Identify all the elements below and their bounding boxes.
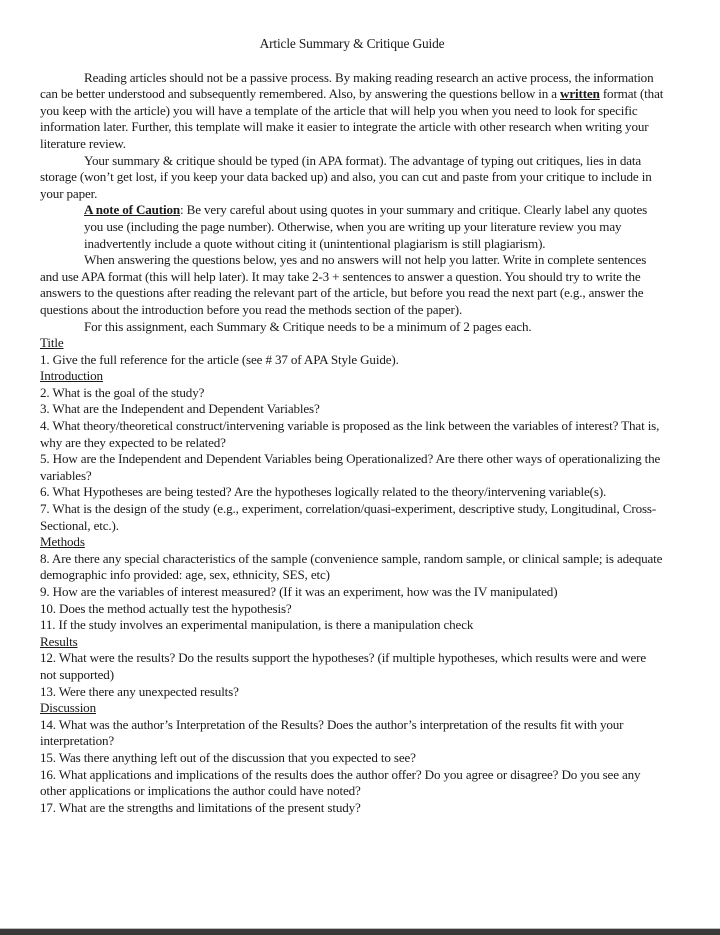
section-title [40, 335, 664, 368]
section-heading: Title [40, 335, 64, 351]
section-heading: Discussion [40, 700, 96, 716]
section-methods [40, 534, 664, 634]
section-heading: Introduction [40, 368, 103, 384]
section-heading: Methods [40, 534, 85, 550]
question-item: 11. If the study involves an experimental manipulation, is there a manipulation check [40, 617, 474, 633]
caution-text: : Be very careful about using quotes in your summary and critique. Clearly label any quotes you use (including the page number). Otherwise, when you are writing up your literature review you may inadvertently include a quote without citing it (unintentional plagiarism is still plagiarism). [84, 202, 648, 251]
question-item: 7. What is the design of the study (e.g., experiment, correlation/quasi-experiment, descriptive study, Longitudinal, Cross-Sectional, etc.). [40, 501, 657, 533]
question-item: 9. How are the variables of interest measured? (If it was an experiment, how was the IV manipulated) [40, 584, 558, 599]
question-item: 10. Does the method actually test the hypothesis? [40, 600, 292, 616]
intro-paragraph-4: For this assignment, each Summary & Critique needs to be a minimum of 2 pages each. [84, 318, 532, 334]
intro-paragraph-2: Your summary & critique should be typed (in APA format). The advantage of typing out critiques, lies in data storage (won’t get lost, if you keep your data backed up) and also, you can cut and paste from your critique to include in your paper. [40, 152, 652, 201]
question-item: 13. Were there any unexpected results? [40, 683, 239, 699]
caution-label: A note of Caution [84, 202, 181, 218]
intro-p1-after: format (that you keep with the article) you will have a template of the article that will help you when you need to look for specific information later. Further, this template will make it easier to integrate the article with other research when writing your literature review. [40, 86, 664, 151]
question-item: 8. Are there any special characteristics of the sample (convenience sample, random sample, or clinical sample; is adequate demographic info provided: age, sex, ethnicity, SES, etc) [40, 550, 663, 583]
section-discussion [40, 700, 664, 816]
question-item: 14. What was the author’s Interpretation of the Results? Does the author’s interpretation of the results fit with your interpretation? [40, 716, 624, 749]
question-item: 17. What are the strengths and limitations of the present study? [40, 799, 361, 815]
section-introduction [40, 368, 664, 534]
emphasis-written: written [560, 86, 600, 102]
question-item: 3. What are the Independent and Dependent Variables? [40, 401, 320, 417]
question-item: 15. Was there anything left out of the discussion that you expected to see? [40, 749, 416, 765]
question-item: 1. Give the full reference for the article (see # 37 of APA Style Guide). [40, 351, 399, 367]
question-item: 4. What theory/theoretical construct/intervening variable is proposed as the link between the variables of interest? That is, why are they expected to be related? [40, 418, 660, 450]
section-results [40, 634, 664, 700]
document-content [40, 36, 664, 816]
section-heading: Results [40, 633, 78, 649]
question-item: 6. What Hypotheses are being tested? Are the hypotheses logically related to the theory/intervening variable(s). [40, 484, 607, 500]
question-item: 12. What were the results? Do the results support the hypotheses? (if multiple hypotheses, which results were and were not supported) [40, 650, 647, 682]
intro-paragraph-1 [40, 70, 664, 153]
document-title: Article Summary & Critique Guide [259, 36, 445, 51]
question-item: 5. How are the Independent and Dependent Variables being Operationalized? Are there other ways of operationalizing the variables? [40, 451, 661, 483]
intro-p1-before: Reading articles should not be a passive process. By making reading research an active process, the information can be better understood and subsequently remembered. Also, by answering the questions bellow in a [40, 69, 654, 102]
caution-note [84, 202, 664, 252]
question-item: 2. What is the goal of the study? [40, 384, 205, 400]
question-item: 16. What applications and implications of the results does the author offer? Do you agree or disagree? Do you see any other applications or implications the author could have noted? [40, 766, 641, 799]
intro-paragraph-3: When answering the questions below, yes and no answers will not help you latter. Write in complete sentences and use APA format (this will help later). It may take 2-3 + sentences to answer a question. You should try to write the answers to the questions after reading the relevant part of the article, but before you read the next part (e.g., answer the questions about the introduction before you read the methods section of the paper). [40, 252, 647, 317]
